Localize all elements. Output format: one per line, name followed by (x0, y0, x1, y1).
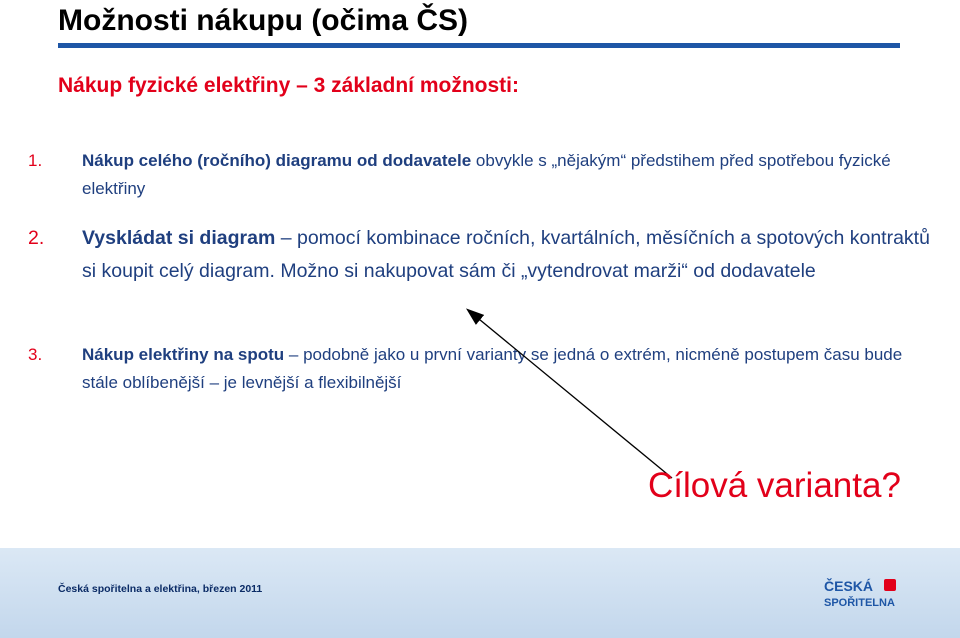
item-number: 3. (28, 345, 43, 364)
item-lead: Nákup elektřiny na spotu (82, 345, 285, 364)
logo-mark (884, 579, 896, 591)
logo-line2: SPOŘITELNA (824, 597, 895, 609)
item-number: 2. (28, 227, 45, 249)
item-lead: Nákup celého (ročního) diagramu od dodavatele (82, 151, 472, 170)
footer-text: Česká spořitelna a elektřina, březen 2011 (58, 583, 263, 595)
callout-text: Cílová varianta? (648, 466, 901, 505)
item-number: 1. (28, 151, 43, 170)
slide-title: Možnosti nákupu (očima ČS) (58, 4, 469, 37)
item-lead: Vyskládat si diagram (82, 227, 276, 249)
item-text: – pomocí kombinace ročních, kvartálních, měsíčních a spotových kontraktů si koupit celý diagram. Možno si nakupovat sám či „vytendrovat marži“ od dodavatele (82, 227, 930, 282)
slide-subtitle: Nákup fyzické elektřiny – 3 základní možnosti: (58, 74, 519, 97)
item-text: – podobně jako u první varianty se jedná o extrém, nicméně postupem času bude stále oblíbenější – je levnější a flexibilnější (82, 345, 903, 392)
item-text: obvykle s „nějakým“ předstihem před spotřebou fyzické elektřiny (82, 151, 891, 198)
footer-bar (0, 548, 960, 638)
logo-line1: ČESKÁ (824, 578, 874, 594)
ceska-sporitelna-logo (824, 576, 904, 610)
